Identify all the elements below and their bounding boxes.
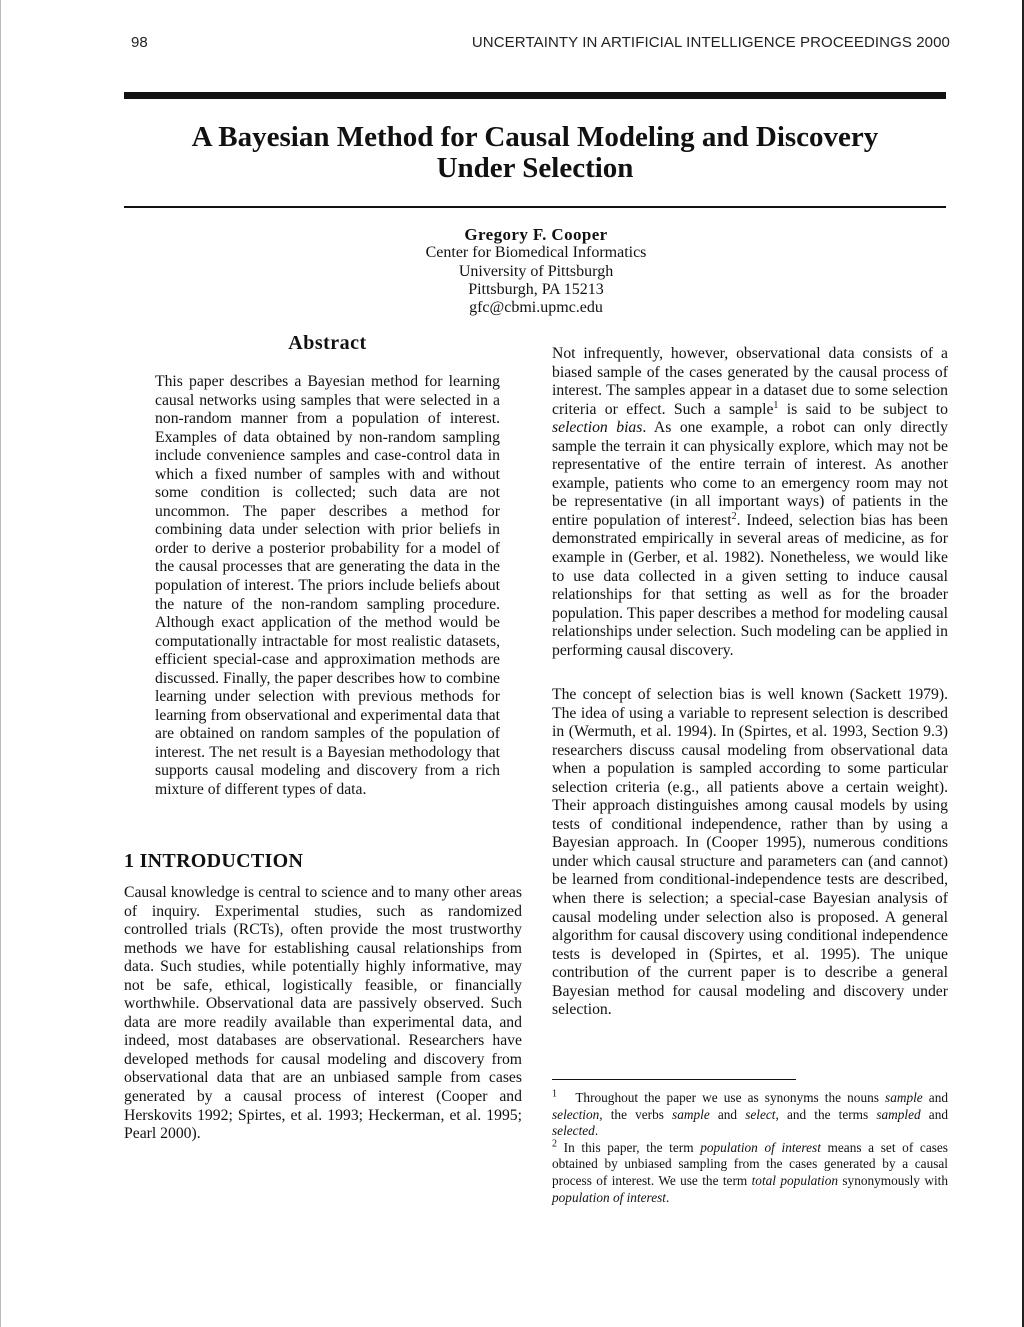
- footnotes: [552, 1090, 948, 1206]
- title-line-2: Under Selection: [436, 152, 634, 184]
- author-university: University of Pittsburgh: [458, 262, 614, 280]
- abstract-text: This paper describes a Bayesian method for learning causal networks using samples that were selected in a non-random manner from a population of interest. Examples of data obtained by non-random sampling include convenience samples and case-control data in which a fixed number of samples with and without some condition is collected; such data are not uncommon. The paper describes a method for combining data under selection with prior beliefs in order to derive a posterior probability for a model of the causal processes that are generating the data in the population of interest. The priors include beliefs about the nature of the non-random sampling procedure. Although exact application of the method would be computationally intractable for most realistic datasets, efficient special-case and approximation methods are discussed. Finally, the paper describes how to combine learning under selection with previous methods for learning from observational and experimental data that are obtained on random samples of the population of interest. The net result is a Bayesian methodology that supports causal modeling and discovery from a rich mixture of different types of data.: [155, 373, 500, 799]
- journal-title: UNCERTAINTY IN ARTIFICIAL INTELLIGENCE PROCEEDINGS 2000: [471, 34, 950, 51]
- para2-text-d: . Indeed, selection bias has been demonstrated empirically in several areas of medicine, as for example in (Gerber, et al. 1982). Nonetheless, we would like to use data collected in a given setting to induce causal relationships for that setting as well as for the broader population. This paper describes a method for modeling causal relationships under selection. Such modeling can be applied in performing causal discovery.: [552, 511, 949, 659]
- paper-title: [124, 122, 946, 184]
- fn1-text-g: .: [594, 1123, 599, 1139]
- running-head: [131, 34, 950, 56]
- para2-text-c: . As one example, a robot can only directly sample the terrain it can physically explore, which may not be representative of the entire terrain of interest. As another example, patients who come to an emergency room may not be representative (in all important ways) of patients in the entire population of interest: [552, 419, 948, 529]
- footnote-2: [552, 1140, 948, 1206]
- footnote-2-number: 2: [552, 1138, 557, 1150]
- fn1-text-d: and: [709, 1106, 746, 1122]
- introduction-paragraph-2: [552, 345, 948, 660]
- para2-text-a: Not infrequently, however, observational data consists of a biased sample of the cases generated by the causal process of interest. The samples appear in a dataset due to some selection criteria or effect. Such a sample: [552, 345, 948, 418]
- fn1-term-selected: selected: [552, 1123, 595, 1139]
- fn2-term-population-of-interest: population of interest: [700, 1139, 821, 1155]
- fn2-text-c: synonymously with: [838, 1172, 948, 1188]
- fn2-term-total-population: total population: [751, 1172, 838, 1188]
- title-top-rule: [124, 92, 946, 99]
- title-bottom-rule: [124, 206, 946, 208]
- introduction-paragraph-3: The concept of selection bias is well known (Sackett 1979). The idea of using a variable to represent selection is described in (Wermuth, et al. 1994). In (Spirtes, et al. 1993, Section 9.3) researchers discuss causal modeling from observational data when a population is sampled according to some particular selection criteria (e.g., all patients above a certain weight). Their approach distinguishes among causal models by using tests of conditional independence, rather than by using a Bayesian approach. In (Cooper 1995), numerous conditions under which causal structure and parameters can (and cannot) be learned from conditional-independence tests are described, when there is selection; a special-case Bayesian analysis of causal modeling under selection also is proposed. A general algorithm for causal discovery using conditional independence tests is developed in (Spirtes, et al. 1995). The unique contribution of the current paper is to describe a general Bayesian method for causal modeling and discovery under selection.: [552, 686, 948, 1019]
- fn2-text-b: means a set of cases obtained by unbiased sampling from the cases generated by a causal process of interest. We use the term: [552, 1139, 948, 1188]
- author-email: gfc@cbmi.upmc.edu: [469, 299, 603, 317]
- footnote-1-number: 1: [552, 1088, 557, 1100]
- fn1-text-f: and: [920, 1106, 949, 1122]
- fn1-text-e: , and the terms: [775, 1106, 877, 1122]
- fn1-text-a: Throughout the paper we use as synonyms the nouns: [575, 1090, 886, 1105]
- abstract-heading: Abstract: [288, 332, 367, 354]
- fn2-text-d: .: [666, 1189, 670, 1205]
- fn1-term-select: select: [745, 1106, 776, 1122]
- title-line-1: A Bayesian Method for Causal Modeling and Discovery: [191, 121, 879, 153]
- para2-text-b: is said to be subject to: [778, 400, 948, 418]
- fn1-text-c: , the verbs: [599, 1106, 673, 1122]
- page-edge-left: [0, 0, 1, 1327]
- fn1-term-sample: sample: [885, 1090, 923, 1105]
- footnote-1: [552, 1090, 948, 1140]
- fn2-text-a: In this paper, the term: [557, 1139, 701, 1155]
- page-number: 98: [131, 34, 148, 51]
- footnote-rule: [552, 1079, 796, 1080]
- fn1-term-sampled: sampled: [876, 1106, 921, 1122]
- footnote-ref-1: 1: [773, 399, 779, 411]
- author-name: Gregory F. Cooper: [464, 225, 608, 244]
- fn1-term-selection: selection: [552, 1106, 600, 1122]
- footnote-ref-2: 2: [731, 510, 737, 522]
- fn1-term-sample-verb: sample: [672, 1106, 710, 1122]
- introduction-paragraph-1: Causal knowledge is central to science and to many other areas of inquiry. Experimental studies, such as randomized controlled trials (RCTs), often provide the most trustworthy methods we have for establishing causal relationships from data. Such studies, while potentially highly informative, may not be safe, ethical, logistically feasible, or financially worthwhile. Observational data are passively observed. Such data are more readily available than experimental data, and indeed, most databases are observational. Researchers have developed methods for causal modeling and discovery from observational data that are an unbiased sample from cases generated by a causal process of interest (Cooper and Herskovits 1992; Spirtes, et al. 1993; Heckerman, et al. 1995; Pearl 2000).: [124, 884, 522, 1143]
- fn1-text-b: and: [922, 1090, 949, 1105]
- author-location: Pittsburgh, PA 15213: [468, 280, 604, 298]
- author-block: [336, 226, 736, 317]
- introduction-heading: 1 INTRODUCTION: [124, 850, 304, 872]
- para2-term-selection-bias: selection bias: [552, 419, 643, 437]
- author-affiliation: Center for Biomedical Informatics: [425, 244, 647, 262]
- fn2-term-population-of-interest-2: population of interest: [552, 1189, 667, 1205]
